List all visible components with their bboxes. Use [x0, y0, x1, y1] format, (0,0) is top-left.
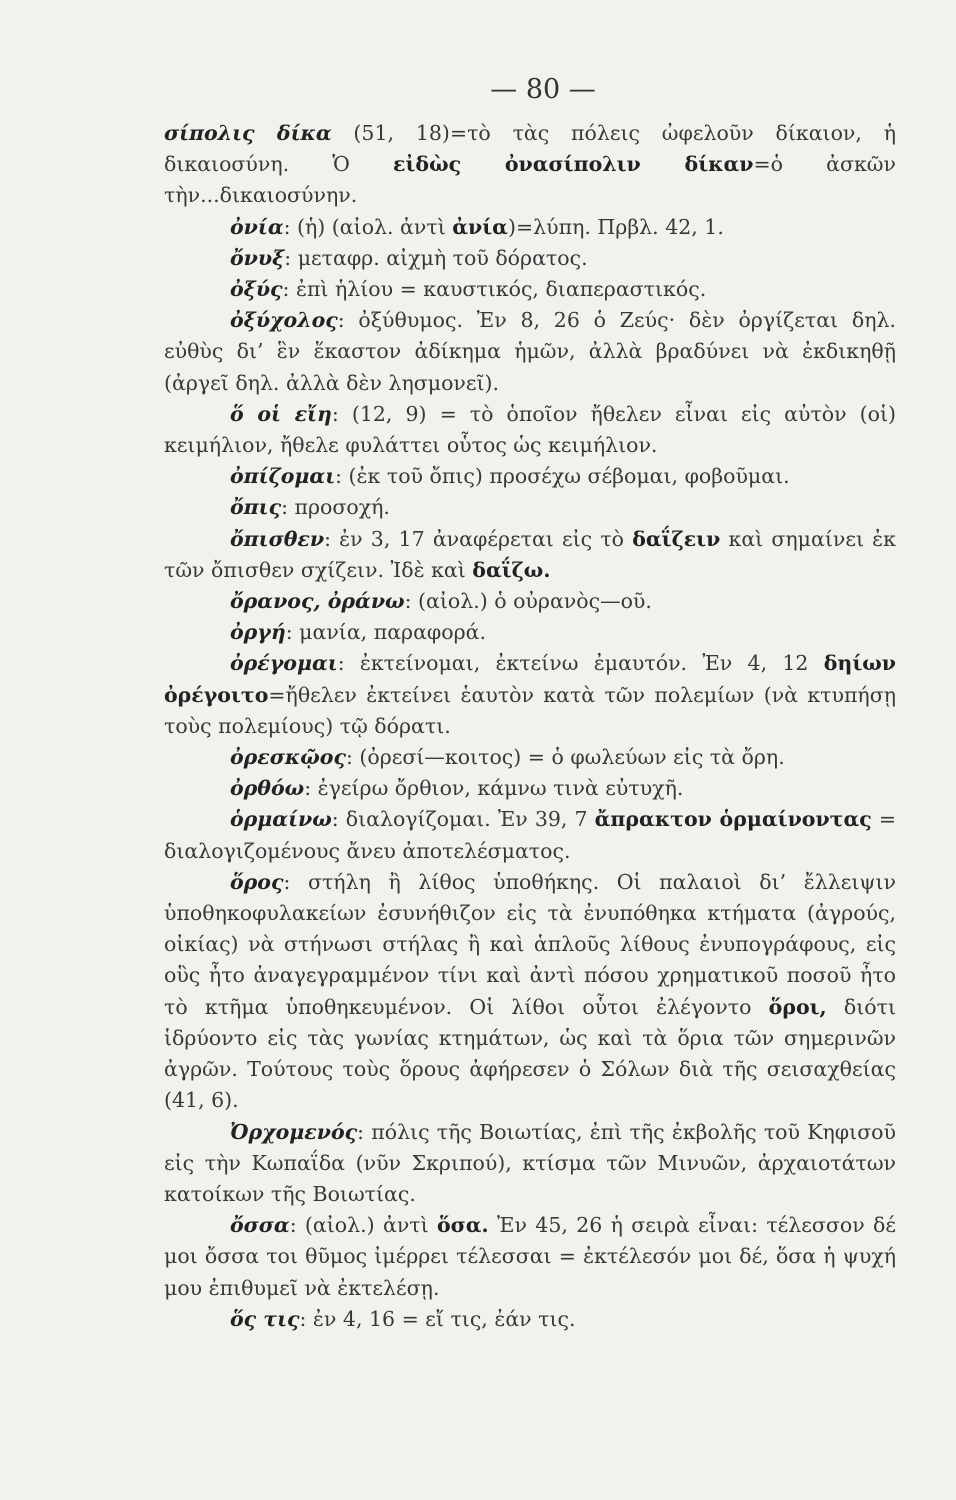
- definition-text: Ἐν 45, 26 ἡ σειρὰ εἶναι: τέλεσσον δέ μοι ὄσσα τοι θῦμος ἰμέρρει τέλεσσαι = ἐκτέλεσόν μοι δέ, ὅσα ἡ ψυχή μου ἐπιθυμεῖ νὰ ἐκτελέσῃ.: [164, 1213, 896, 1300]
- headword: ὀπίζομαι: [230, 464, 336, 489]
- glossary-entry: [164, 1304, 896, 1335]
- glossary-entry: [164, 1117, 896, 1211]
- definition-text: : διαλογίζομαι. Ἐν 39, 7: [331, 807, 595, 832]
- headword: ὁρμαίνω: [230, 807, 332, 832]
- cited-phrase: ὅσα.: [436, 1213, 489, 1238]
- glossary-entry: [164, 648, 896, 742]
- glossary-entry: [164, 742, 896, 773]
- definition-text: : στήλη ἢ λίθος ὑποθήκης. Οἱ παλαιοὶ δι’ ἔλλειψιν ὑποθηκοφυλακείων ἐσυνήθιζον εἰς τὰ ἐνυπόθηκα κτήματα (ἀγρούς, οἰκίας) νὰ στήνωσι στήλας ἢ καὶ ἁπλοῦς λίθους ἐνυπογράφους, εἰς οὓς ἦτο ἀναγεγραμμένον τίνι καὶ ἀντὶ πόσου χρηματικοῦ ποσοῦ ἦτο τὸ κτῆμα ὑποθηκευμένον. Οἱ λίθοι οὗτοι ἐλέγοντο: [164, 869, 896, 1019]
- glossary-entry: [164, 1210, 896, 1304]
- definition-text: : (ἐκ τοῦ ὄπις) προσέχω σέβομαι, φοβοῦμαι.: [335, 464, 790, 489]
- definition-text: : ἐκτείνομαι, ἐκτείνω ἐμαυτόν. Ἐν 4, 12: [337, 651, 824, 676]
- headword: ὄπις: [230, 495, 282, 520]
- headword: ὅ οἱ εἴη: [230, 401, 332, 426]
- definition-text: καὶ σημαίνει ἐκ τῶν ὄπισθεν σχίζειν. Ἰδὲ καὶ: [164, 526, 896, 582]
- headword: ὄσσα: [230, 1213, 290, 1238]
- headword: ὀργή: [230, 620, 286, 645]
- definition-text: : ἐν 3, 17 ἀναφέρεται εἰς τὸ: [324, 526, 633, 551]
- cited-phrase: ἄπρακτον ὁρμαίνοντας: [594, 807, 872, 832]
- cited-phrase: δαΐζειν: [632, 526, 721, 551]
- definition-text: : ἐν 4, 16 = εἴ τις, ἐάν τις.: [299, 1306, 576, 1331]
- headword: ὀνία: [230, 214, 284, 239]
- definition-text: : πόλις τῆς Βοιωτίας, ἐπὶ τῆς ἐκβολῆς τοῦ Κηφισοῦ εἰς τὴν Κωπαΐδα (νῦν Σκριπού), κτίσμα τῶν Μινυῶν, ἀρχαιοτάτων κατοίκων τῆς Βοιωτίας.: [164, 1119, 896, 1206]
- cited-phrase: ἀνία: [452, 214, 508, 239]
- glossary-entry: [164, 118, 896, 212]
- definition-text: : μανία, παραφορά.: [285, 620, 487, 645]
- glossary-entry: [164, 492, 896, 523]
- headword: ὀξύς: [230, 277, 283, 302]
- headword: ὄνυξ: [230, 245, 285, 270]
- definition-text: : ὀξύθυμος. Ἐν 8, 26 ὁ Ζεύς· δὲν ὀργίζεται δηλ. εὐθὺς δι’ ἓν ἕκαστον ἀδίκημα ἡμῶν, ἀλλὰ βραδύνει νὰ ἐκδικηθῇ (ἀργεῖ δηλ. ἀλλὰ δὲν λησμονεῖ).: [164, 308, 896, 395]
- definition-text: = διαλογιζομένους ἄνευ ἀποτελέσματος.: [164, 807, 896, 863]
- definition-text: : (12, 9) = τὸ ὁποῖον ἤθελεν εἶναι εἰς αὐτὸν (οἱ) κειμήλιον, ἤθελε φυλάττει οὗτος ὡς κειμήλιον.: [164, 401, 897, 458]
- definition-text: : (αἰολ.) ὁ οὐρανὸς—οῦ.: [404, 589, 652, 614]
- glossary-entry: [164, 586, 896, 617]
- headword: ὅς τις: [230, 1306, 300, 1331]
- headword: ὄρανος, ὀράνω: [230, 589, 405, 614]
- definition-text: : προσοχή.: [281, 495, 390, 520]
- headword: Ὀρχομενός: [230, 1119, 358, 1144]
- glossary-entry: [164, 461, 896, 492]
- headword: ὅρος: [230, 869, 284, 894]
- definition-text: : ἐγείρω ὄρθιον, κάμνω τινὰ εὐτυχῆ.: [304, 776, 684, 801]
- glossary-entry: [164, 773, 896, 804]
- glossary-entry: [164, 867, 896, 1117]
- definition-text: : μεταφρ. αἰχμὴ τοῦ δόρατος.: [284, 245, 588, 270]
- definition-text: : ἐπὶ ἡλίου = καυστικός, διαπεραστικός.: [282, 277, 707, 302]
- glossary-entry: [164, 617, 896, 648]
- headword: ὀρθόω: [230, 776, 305, 801]
- headword: ὀρεσκῷος: [230, 745, 346, 770]
- glossary-entry: [164, 305, 896, 399]
- page-number: — 80 —: [490, 74, 596, 105]
- headword: σίπολις δίκα: [164, 121, 332, 145]
- glossary-entry: [164, 524, 896, 586]
- headword: ὀξύχολος: [230, 308, 338, 333]
- definition-text: )=λύπη. Πρβλ. 42, 1.: [507, 214, 724, 239]
- definition-text: =ἤθελεν ἐκτείνει ἑαυτὸν κατὰ τῶν πολεμίων (νὰ κτυπήσῃ τοὺς πολεμίους) τῷ δόρατι.: [164, 682, 896, 738]
- cited-phrase: εἰδὼς ὀνασίπολιν δίκαν: [393, 152, 754, 177]
- definition-text: διότι ἱδρύοντο εἰς τὰς γωνίας κτημάτων, ὡς καὶ τὰ ὅρια τῶν σημερινῶν ἀγρῶν. Τούτους τοὺς ὅρους ἀφήρεσεν ὁ Σόλων διὰ τῆς σεισαχθείας (41, 6).: [164, 994, 896, 1113]
- cited-phrase: ὅροι,: [768, 994, 827, 1019]
- definition-text: (51, 18)=τὸ τὰς πόλεις ὠφελοῦν δίκαιον, ἡ δικαιοσύνη. Ὁ: [164, 121, 896, 177]
- definition-text: : (αἰολ.) ἀντὶ: [289, 1213, 437, 1238]
- glossary-entry: [164, 243, 896, 274]
- definition-text: : (ὀρεσί—κοιτος) = ὁ φωλεύων εἰς τὰ ὄρη.: [345, 745, 785, 770]
- definition-text: : (ἡ) (αἰολ. ἀντὶ: [283, 214, 453, 239]
- glossary-entry: [164, 212, 896, 243]
- cited-phrase: δηίων ὀρέγοιτο: [164, 651, 896, 707]
- glossary-text: [164, 118, 896, 1335]
- headword: ὀρέγομαι: [230, 651, 338, 676]
- glossary-entry: [164, 399, 896, 461]
- definition-text: =ὁ ἀσκῶν τὴν...δικαιοσύνην.: [164, 152, 896, 208]
- glossary-entry: [164, 804, 896, 866]
- cited-phrase: δαΐζω.: [472, 557, 551, 582]
- headword: ὄπισθεν: [230, 526, 325, 551]
- glossary-entry: [164, 274, 896, 305]
